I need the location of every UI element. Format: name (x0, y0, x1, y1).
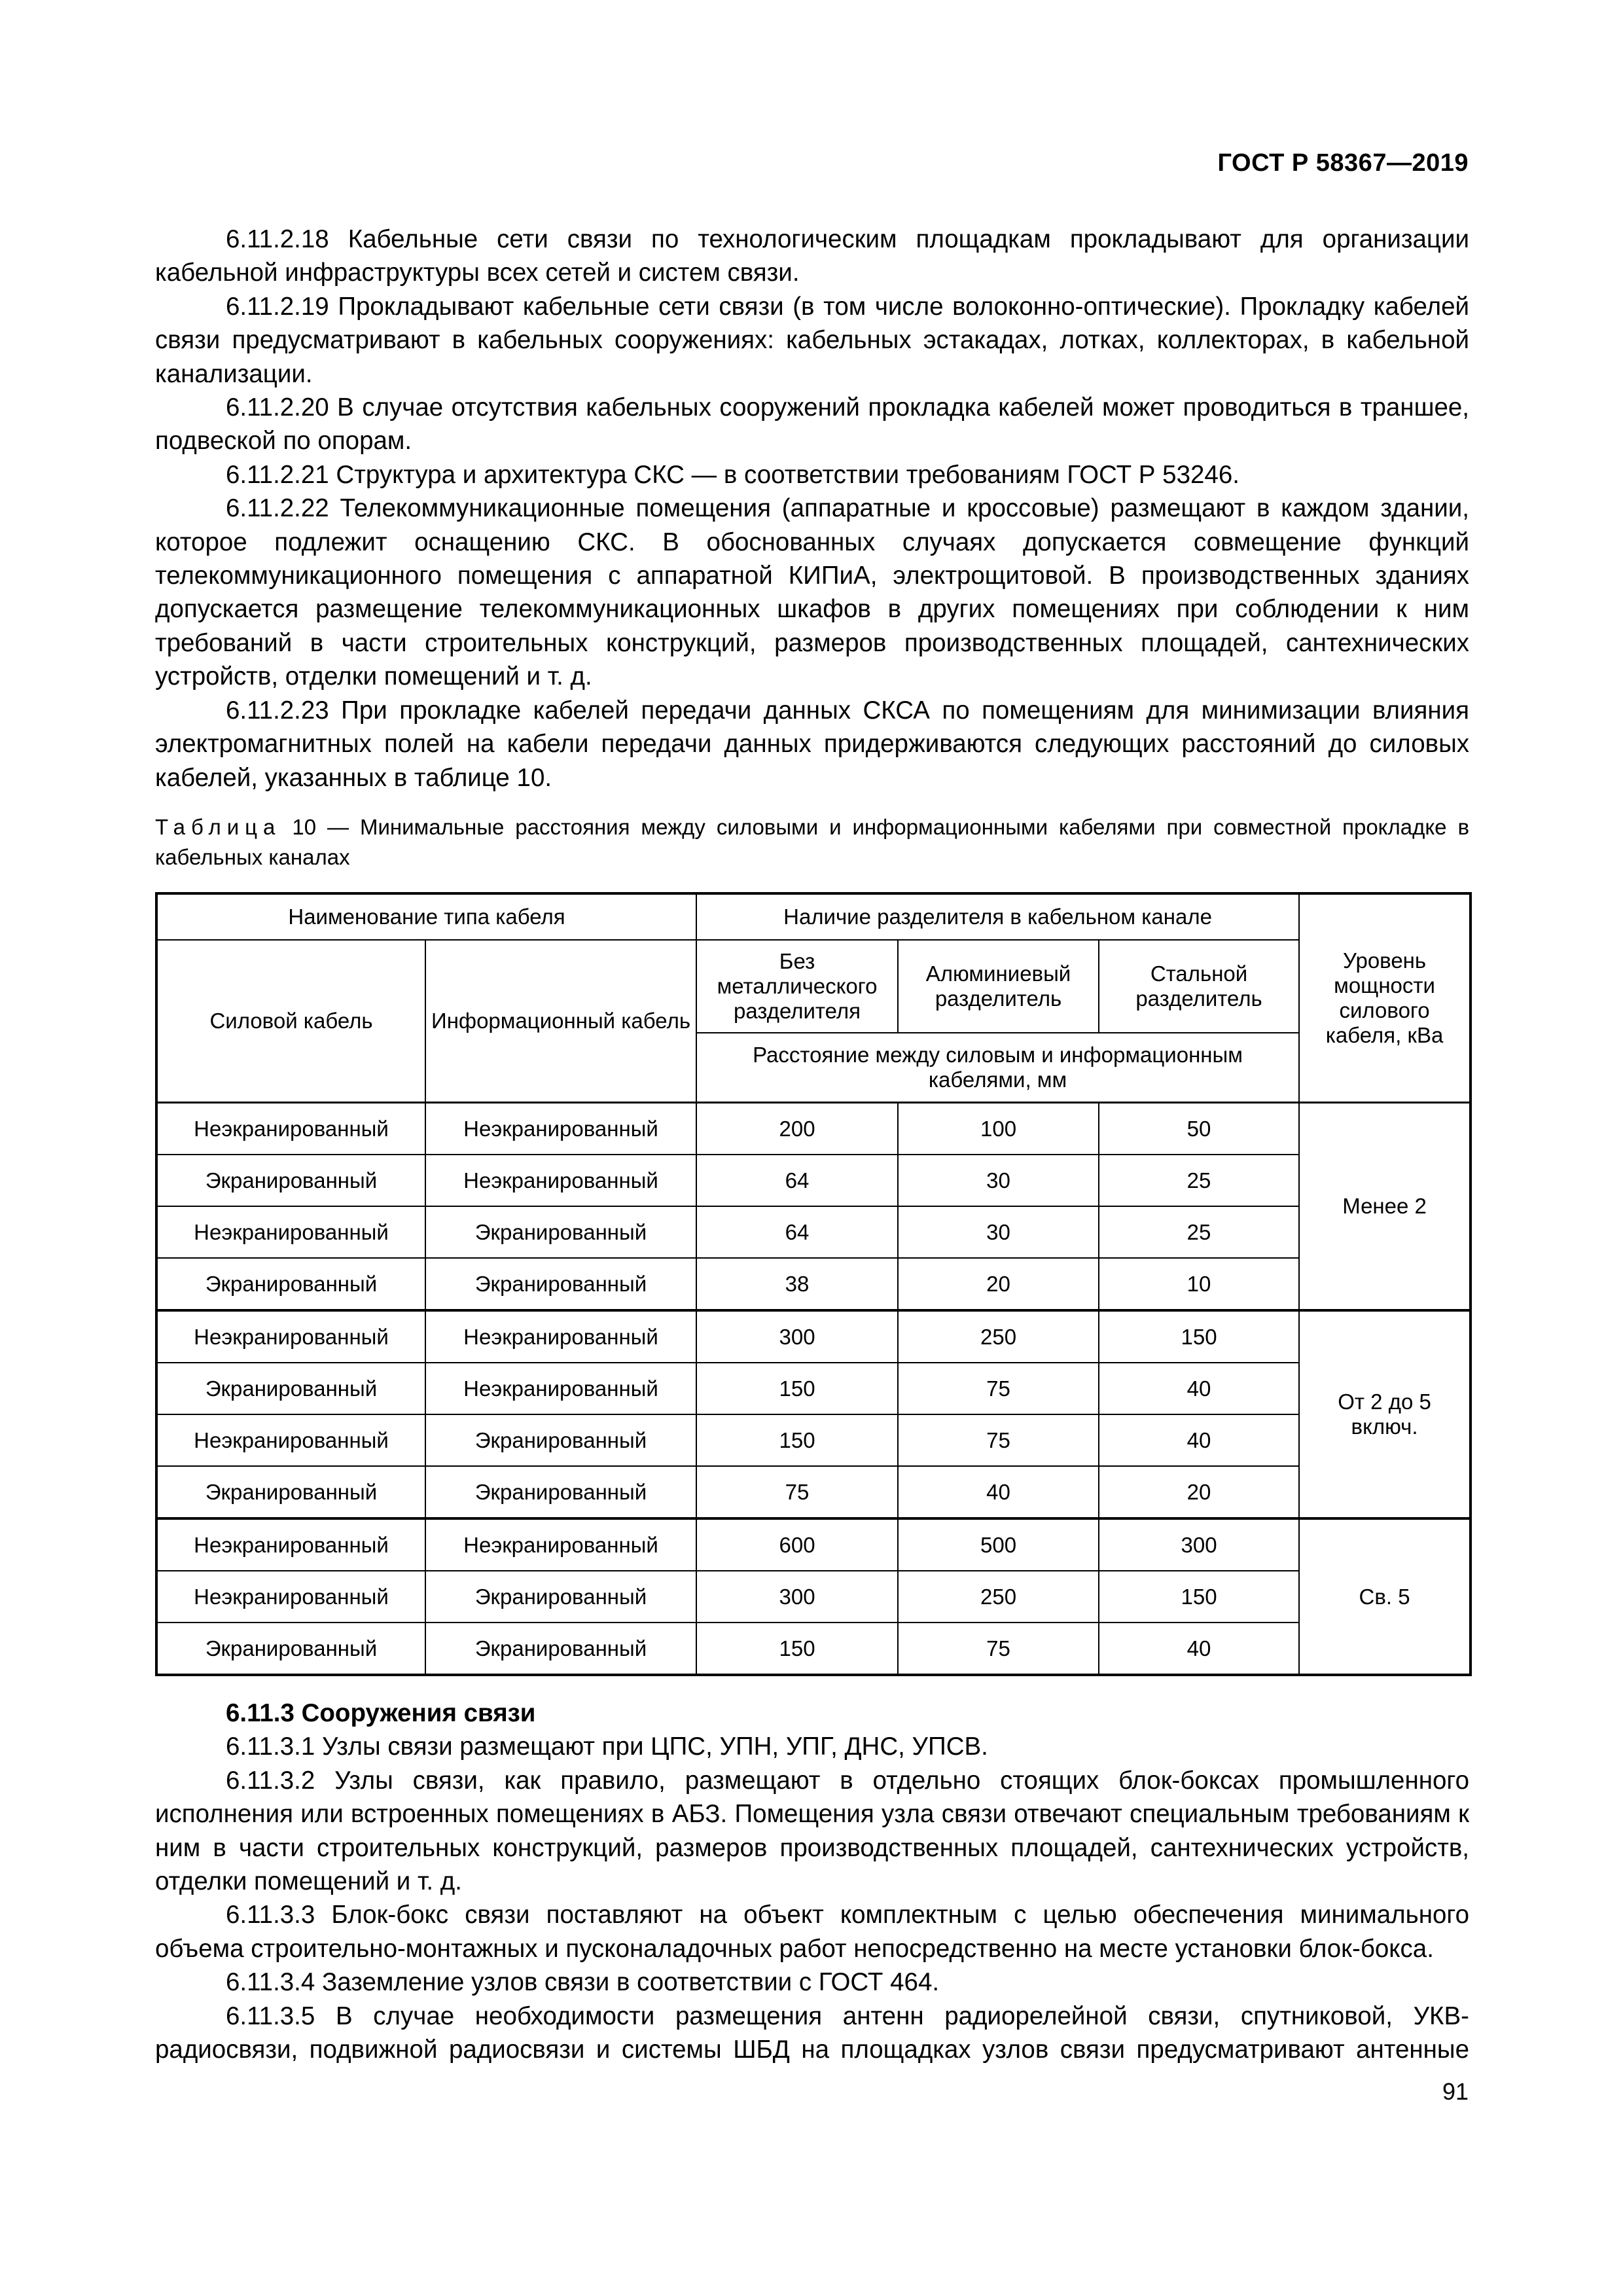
header-power-level: Уровень мощности силового кабеля, кВа (1299, 893, 1471, 1103)
cell-no-metal: 150 (696, 1623, 898, 1675)
table-caption (155, 812, 1469, 872)
paragraph-6-11-3-4: 6.11.3.4 Заземление узлов связи в соответствии с ГОСТ 464. (226, 1968, 940, 1997)
table-row (156, 1363, 1471, 1414)
paragraph-6-11-2-21: 6.11.2.21 Структура и архитектура СКС — в соответствии требованиям ГОСТ Р 53246. (226, 460, 1240, 489)
header-cable-type-group: Наименование типа кабеля (156, 893, 696, 940)
table-row (156, 1103, 1471, 1155)
cell-no-metal: 38 (696, 1258, 898, 1310)
cell-power-level: От 2 до 5 включ. (1299, 1310, 1471, 1518)
cell-power-level: Менее 2 (1299, 1103, 1471, 1311)
cell-steel: 40 (1099, 1623, 1299, 1675)
cell-no-metal: 75 (696, 1466, 898, 1518)
table-row (156, 1571, 1471, 1623)
cell-steel: 25 (1099, 1155, 1299, 1206)
cell-power-cable: Экранированный (156, 1155, 425, 1206)
cell-info-cable: Неэкранированный (425, 1103, 696, 1155)
cell-no-metal: 150 (696, 1363, 898, 1414)
cable-distance-table (155, 892, 1472, 1676)
table-row (156, 1155, 1471, 1206)
header-no-metal-separator: Без металлического разделителя (696, 940, 898, 1033)
paragraph-6-11-3-1: 6.11.3.1 Узлы связи размещают при ЦПС, УПН, УПГ, ДНС, УПСВ. (226, 1732, 988, 1761)
cell-aluminum: 75 (898, 1414, 1099, 1466)
table-caption-label: Таблица (155, 815, 281, 839)
cell-steel: 20 (1099, 1466, 1299, 1518)
cell-power-cable: Неэкранированный (156, 1571, 425, 1623)
table-caption-number: 10 (292, 815, 317, 839)
cell-no-metal: 600 (696, 1518, 898, 1571)
text-block-after-table (155, 1696, 1469, 2066)
header-power-cable: Силовой кабель (156, 940, 425, 1103)
paragraph-6-11-2-22: 6.11.2.22 Телекоммуникационные помещения (аппаратные и кроссовые) размещают в каждом здании, которое подлежит оснащению СКС. В обоснованных случаях допускается совмещение функций телекоммуникационного помещения с аппаратной КИПиА, электрощитовой. В производственных зданиях допускается размещение телекоммуникационных шкафов в других помещениях при соблюдении к ним требований в части строительных конструкций, размеров производственных площадей, сантехнических устройств, отделки помещений и т. д. (155, 494, 1469, 691)
cell-aluminum: 250 (898, 1310, 1099, 1363)
cell-power-cable: Экранированный (156, 1623, 425, 1675)
cell-no-metal: 64 (696, 1206, 898, 1258)
paragraph-6-11-3-5: 6.11.3.5 В случае необходимости размещения антенн радиорелейной связи, спутниковой, УКВ-радиосвязи, подвижной радиосвязи и системы ШБД на площадках узлов связи предусматривают антенные (155, 2001, 1469, 2064)
table-row (156, 1518, 1471, 1571)
cell-info-cable: Экранированный (425, 1571, 696, 1623)
cell-aluminum: 500 (898, 1518, 1099, 1571)
cell-power-cable: Неэкранированный (156, 1414, 425, 1466)
paragraph-6-11-2-20: 6.11.2.20 В случае отсутствия кабельных сооружений прокладка кабелей может проводиться в траншее, подвеской по опорам. (155, 393, 1469, 456)
paragraph-6-11-2-18: 6.11.2.18 Кабельные сети связи по технологическим площадкам прокладывают для организации кабельной инфраструктуры всех сетей и систем связи. (155, 225, 1469, 287)
table-row (156, 1258, 1471, 1310)
paragraph-6-11-3-3: 6.11.3.3 Блок-бокс связи поставляют на объект комплектным с целью обеспечения минимального объема строительно-монтажных и пусконаладочных работ непосредственно на месте установки блок-бокса. (155, 1901, 1469, 1963)
cell-aluminum: 30 (898, 1206, 1099, 1258)
cell-aluminum: 20 (898, 1258, 1099, 1310)
header-info-cable: Информационный кабель (425, 940, 696, 1103)
cell-info-cable: Неэкранированный (425, 1363, 696, 1414)
cell-power-cable: Экранированный (156, 1258, 425, 1310)
cell-info-cable: Экранированный (425, 1414, 696, 1466)
cell-no-metal: 300 (696, 1571, 898, 1623)
cell-aluminum: 100 (898, 1103, 1099, 1155)
cell-steel: 40 (1099, 1363, 1299, 1414)
table-row (156, 1310, 1471, 1363)
paragraph-6-11-2-23: 6.11.2.23 При прокладке кабелей передачи данных СКСА по помещениям для минимизации влияния электромагнитных полей на кабели передачи данных придерживаются следующих расстояний до силовых кабелей, указанных в таблице 10. (155, 696, 1469, 792)
cell-info-cable: Неэкранированный (425, 1518, 696, 1571)
section-heading-6-11-3: 6.11.3 Сооружения связи (226, 1699, 536, 1727)
header-separator-group: Наличие разделителя в кабельном канале (696, 893, 1299, 940)
cell-aluminum: 75 (898, 1363, 1099, 1414)
cell-no-metal: 150 (696, 1414, 898, 1466)
cell-power-level: Св. 5 (1299, 1518, 1471, 1675)
cell-power-cable: Неэкранированный (156, 1310, 425, 1363)
table-caption-text: — Минимальные расстояния между силовыми и информационными кабелями при совместной прокладке в кабельных каналах (155, 815, 1469, 869)
cell-power-cable: Неэкранированный (156, 1518, 425, 1571)
cell-info-cable: Экранированный (425, 1623, 696, 1675)
cell-aluminum: 40 (898, 1466, 1099, 1518)
cell-steel: 25 (1099, 1206, 1299, 1258)
cell-steel: 150 (1099, 1571, 1299, 1623)
cell-info-cable: Неэкранированный (425, 1155, 696, 1206)
table-row (156, 1206, 1471, 1258)
header-distance-unit: Расстояние между силовым и информационным кабелями, мм (696, 1033, 1299, 1103)
cell-steel: 50 (1099, 1103, 1299, 1155)
table-row (156, 1623, 1471, 1675)
cell-power-cable: Неэкранированный (156, 1103, 425, 1155)
text-block-before-table (155, 223, 1469, 795)
cell-info-cable: Экранированный (425, 1206, 696, 1258)
header-steel-separator: Стальной разделитель (1099, 940, 1299, 1033)
cell-aluminum: 75 (898, 1623, 1099, 1675)
cell-power-cable: Экранированный (156, 1466, 425, 1518)
cell-steel: 300 (1099, 1518, 1299, 1571)
cell-info-cable: Неэкранированный (425, 1310, 696, 1363)
cell-aluminum: 30 (898, 1155, 1099, 1206)
cell-steel: 40 (1099, 1414, 1299, 1466)
cell-info-cable: Экранированный (425, 1258, 696, 1310)
document-standard-id: ГОСТ Р 58367—2019 (1217, 149, 1469, 177)
cell-no-metal: 200 (696, 1103, 898, 1155)
header-aluminum-separator: Алюминиевый разделитель (898, 940, 1099, 1033)
cell-info-cable: Экранированный (425, 1466, 696, 1518)
cell-no-metal: 300 (696, 1310, 898, 1363)
cell-power-cable: Неэкранированный (156, 1206, 425, 1258)
paragraph-6-11-2-19: 6.11.2.19 Прокладывают кабельные сети связи (в том числе волоконно-оптические). Прокладку кабелей связи предусматривают в кабельных сооружениях: кабельных эстакадах, лотках, коллекторах, в кабельной канализации. (155, 292, 1469, 388)
cell-steel: 10 (1099, 1258, 1299, 1310)
table-row (156, 1466, 1471, 1518)
cell-steel: 150 (1099, 1310, 1299, 1363)
table-row (156, 1414, 1471, 1466)
cell-no-metal: 64 (696, 1155, 898, 1206)
cell-aluminum: 250 (898, 1571, 1099, 1623)
page-number: 91 (1442, 2078, 1469, 2105)
cell-power-cable: Экранированный (156, 1363, 425, 1414)
paragraph-6-11-3-2: 6.11.3.2 Узлы связи, как правило, размещают в отдельно стоящих блок-боксах промышленного исполнения или встроенных помещениях в АБЗ. Помещения узла связи отвечают специальным требованиям к ним в части строительных конструкций, размеров производственных площадей, сантехнических устройств, отделки помещений и т. д. (155, 1766, 1469, 1896)
